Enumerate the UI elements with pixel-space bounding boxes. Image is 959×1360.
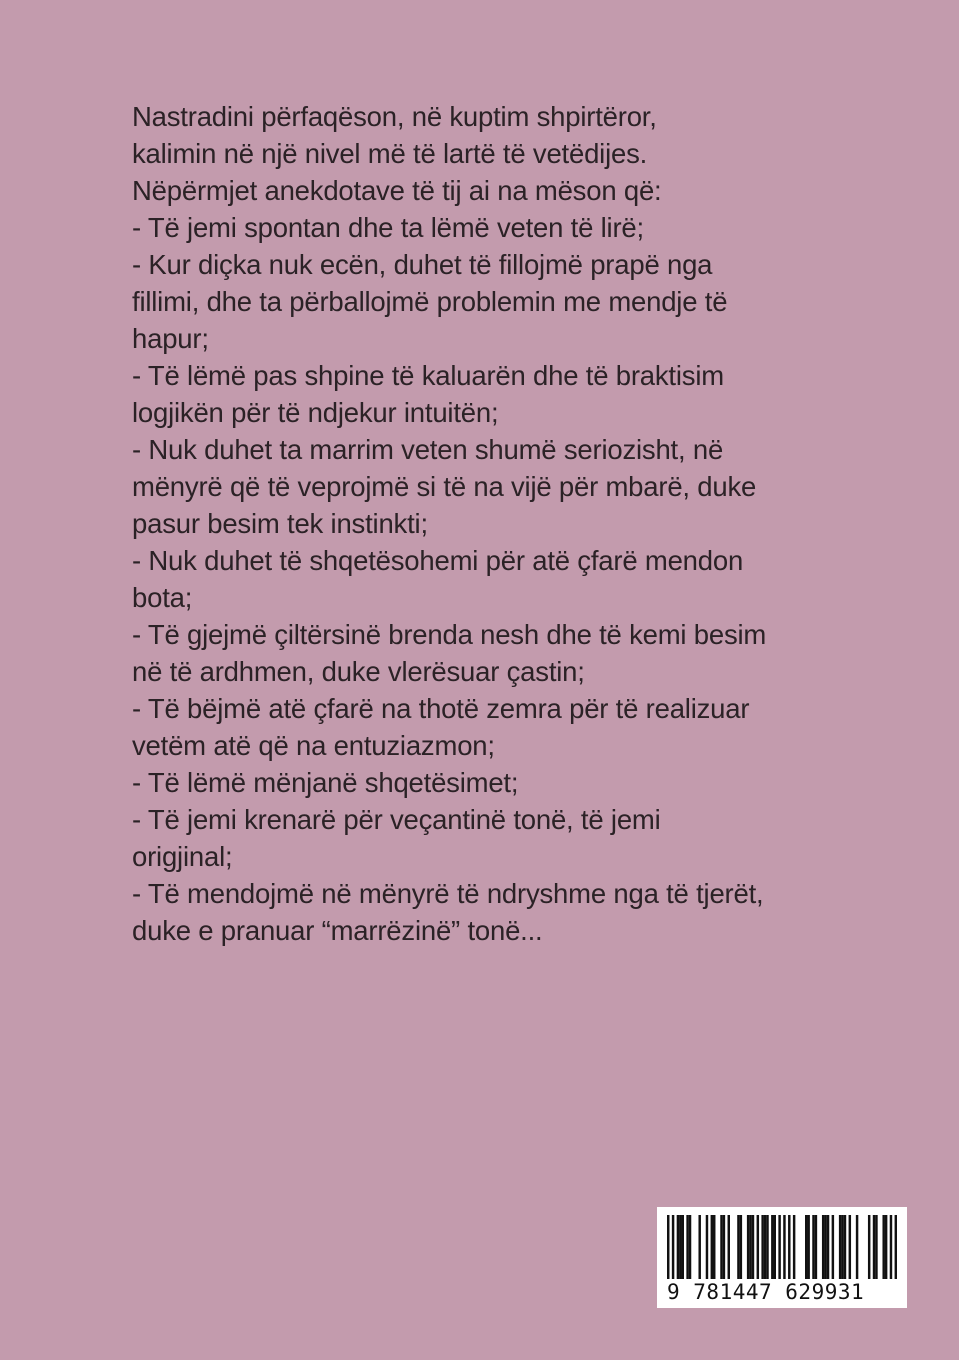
text-line: Nastradini përfaqëson, në kuptim shpirtëror, xyxy=(132,101,657,132)
barcode-bar xyxy=(677,1215,679,1279)
barcode-bar xyxy=(752,1215,754,1279)
back-cover-text xyxy=(132,98,832,949)
text-line: bota; xyxy=(132,582,193,613)
barcode-bar xyxy=(783,1215,785,1279)
barcode-bar xyxy=(788,1215,790,1279)
barcode-bar xyxy=(737,1215,739,1279)
text-line: duke e pranuar “marrëzinë” tonë... xyxy=(132,915,543,946)
text-line: - Kur diçka nuk ecën, duhet të fillojmë prapë nga xyxy=(132,249,713,280)
text-line: - Të jemi krenarë për veçantinë tonë, të jemi xyxy=(132,804,661,835)
text-line: hapur; xyxy=(132,323,209,354)
barcode-bar xyxy=(761,1215,763,1279)
text-line: - Të lëmë mënjanë shqetësimet; xyxy=(132,767,519,798)
barcode-bar xyxy=(882,1215,884,1279)
barcode-bar xyxy=(689,1215,691,1279)
barcode-bar xyxy=(793,1215,795,1279)
text-line: logjikën për të ndjekur intuitën; xyxy=(132,397,499,428)
barcode-bar xyxy=(839,1215,841,1279)
barcode-bar xyxy=(740,1215,742,1279)
barcode-bar xyxy=(766,1215,768,1279)
isbn-number: 9 781447 629931 xyxy=(667,1280,865,1304)
text-line: fillimi, dhe ta përballojmë problemin me mendje të xyxy=(132,286,728,317)
barcode-bar xyxy=(856,1215,858,1279)
text-line: - Të bëjmë atë çfarë na thotë zemra për të realizuar xyxy=(132,693,750,724)
barcode-bar xyxy=(832,1215,834,1279)
barcode-bar xyxy=(812,1215,814,1279)
barcode-bar xyxy=(815,1215,817,1279)
barcode-bar xyxy=(824,1215,826,1279)
barcode-bar xyxy=(728,1215,730,1279)
barcode-bar xyxy=(774,1215,776,1279)
barcode-bar xyxy=(679,1215,681,1279)
barcode-bar xyxy=(805,1215,807,1279)
barcode-bar xyxy=(686,1215,688,1279)
text-line: - Nuk duhet të shqetësohemi për atë çfarë mendon xyxy=(132,545,744,576)
barcode-bar xyxy=(841,1215,843,1279)
barcode-bar xyxy=(706,1215,708,1279)
text-line: Nëpërmjet anekdotave të tij ai na mëson që: xyxy=(132,175,662,206)
barcode-bar xyxy=(844,1215,846,1279)
text-line: origjinal; xyxy=(132,841,233,872)
barcode-bar xyxy=(764,1215,766,1279)
barcode-bar xyxy=(747,1215,749,1279)
barcode-bar xyxy=(807,1215,809,1279)
barcode-bar xyxy=(711,1215,713,1279)
barcode-bar xyxy=(771,1215,773,1279)
barcode-bars xyxy=(667,1215,897,1279)
text-line: vetëm atë që na entuziazmon; xyxy=(132,730,495,761)
barcode-bar xyxy=(890,1215,892,1279)
barcode-bar xyxy=(667,1215,669,1279)
barcode-bar xyxy=(778,1215,780,1279)
barcode-bar xyxy=(885,1215,887,1279)
text-line: - Të jemi spontan dhe ta lëmë veten të lirë; xyxy=(132,212,644,243)
text-line: - Të mendojmë në mënyrë të ndryshme nga të tjerët, xyxy=(132,878,764,909)
barcode-bar xyxy=(720,1215,722,1279)
barcode-bar xyxy=(757,1215,759,1279)
barcode-bar xyxy=(827,1215,829,1279)
barcode-bar xyxy=(672,1215,674,1279)
barcode-bar xyxy=(682,1215,684,1279)
isbn-barcode xyxy=(657,1207,907,1308)
barcode-bar xyxy=(713,1215,715,1279)
text-line: kalimin në një nivel më të lartë të vetëdijes. xyxy=(132,138,648,169)
barcode-bar xyxy=(895,1215,897,1279)
barcode-bar xyxy=(849,1215,851,1279)
text-line: pasur besim tek instinkti; xyxy=(132,508,428,539)
text-line: në të ardhmen, duke vlerësuar çastin; xyxy=(132,656,585,687)
barcode-bar xyxy=(749,1215,751,1279)
text-line: mënyrë që të veprojmë si të na vijë për mbarë, duke xyxy=(132,471,757,502)
barcode-bar xyxy=(822,1215,824,1279)
barcode-bar xyxy=(875,1215,877,1279)
barcode-bar xyxy=(868,1215,870,1279)
barcode-bar xyxy=(873,1215,875,1279)
barcode-bar xyxy=(698,1215,700,1279)
text-line: - Të lëmë pas shpine të kaluarën dhe të braktisim xyxy=(132,360,724,391)
barcode-bar xyxy=(723,1215,725,1279)
text-line: - Të gjejmë çiltërsinë brenda nesh dhe të kemi besim xyxy=(132,619,767,650)
text-line: - Nuk duhet ta marrim veten shumë seriozisht, në xyxy=(132,434,724,465)
